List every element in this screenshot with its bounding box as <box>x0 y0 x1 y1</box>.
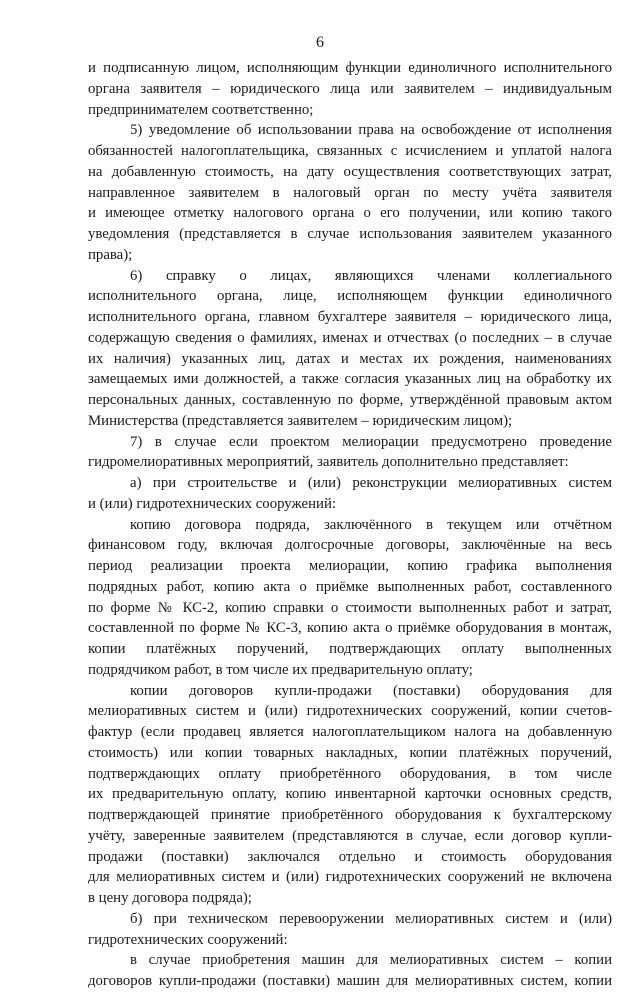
text-line: исполнительного органа, лице, исполняющем функции единоличного <box>88 288 612 305</box>
text-line: обязанностей налогоплательщика, связанных с исчислением и уплатой налога <box>88 143 612 159</box>
text-line: а) при строительстве и (или) реконструкции мелиоративных систем <box>130 475 612 491</box>
text-line: в цену договора подряда); <box>88 890 252 906</box>
text-line: уведомления (представляется в случае использования заявителем указанного <box>88 226 612 242</box>
text-line: подтверждающих оплату приобретённого оборудования, в том числе <box>88 765 612 782</box>
text-line: и имеющее отметку налогового органа о его получении, или копию такого <box>88 205 612 222</box>
text-line: финансовом году, включая долгосрочные договоры, заключённые на весь <box>88 537 612 554</box>
text-line: подтверждающей принятие приобретённого оборудования к бухгалтерскому <box>88 807 612 823</box>
text-line: подрядчиком работ, в том числе их предварительную оплату; <box>88 661 473 678</box>
text-line: на добавленную стоимость, на дату осуществления соответствующих затрат, <box>88 163 612 180</box>
text-line: копии платёжных поручений, подтверждающих оплату выполненных <box>88 641 612 657</box>
text-line: копии договоров купли-продажи (поставки) оборудования для <box>130 682 612 699</box>
text-line: их предварительную оплату, копию инвентарной карточки основных средств, <box>88 786 612 803</box>
text-line: договоров купли-продажи (поставки) машин для мелиоративных систем, копии <box>88 973 612 989</box>
document-body <box>88 58 612 992</box>
text-line: и подписанную лицом, исполняющим функции единоличного исполнительного <box>88 60 612 76</box>
text-line: направленное заявителем в налоговый орган по месту учёта заявителя <box>88 184 612 201</box>
text-line: по форме № КС-2, копию справки о стоимости выполненных работ и затрат, <box>88 599 612 616</box>
text-line: копию договора подряда, заключённого в текущем или отчётном <box>130 516 612 533</box>
text-line: 7) в случае если проектом мелиорации предусмотрено проведение <box>130 433 612 450</box>
text-line: замещаемых ими должностей, а также согласия указанных лиц на обработку их <box>88 371 612 388</box>
page-number: 6 <box>316 34 324 51</box>
text-line: стоимость) или копии товарных накладных, копии платёжных поручений, <box>88 744 612 761</box>
text-line: учёту, заверенные заявителем (представляются в случае, если договор купли- <box>88 827 612 844</box>
text-line: для мелиоративных систем и (или) гидротехнических сооружений не включена <box>88 869 612 886</box>
text-line: содержащую сведения о фамилиях, именах и отчествах (о последних – в случае <box>88 329 612 346</box>
text-line: 5) уведомление об использовании права на освобождение от исполнения <box>130 122 612 139</box>
text-line: Министерства (представляется заявителем – юридическим лицом); <box>88 412 513 429</box>
text-line: предпринимателем соответственно; <box>88 101 314 118</box>
text-line: исполнительного органа, главном бухгалтере заявителя – юридического лица, <box>88 309 612 325</box>
text-line: и (или) гидротехнических сооружений: <box>88 495 336 512</box>
text-line: гидромелиоративных мероприятий, заявитель дополнительно представляет: <box>88 454 569 471</box>
text-line: фактур (если продавец является налогоплательщиком налога на добавленную <box>88 724 612 740</box>
text-line: продажи (поставки) заключался отдельно и стоимость оборудования <box>88 848 612 865</box>
text-line: права); <box>88 246 133 263</box>
text-line: б) при техническом перевооружении мелиоративных систем и (или) <box>130 910 612 927</box>
text-line: в случае приобретения машин для мелиоративных систем – копии <box>130 952 612 969</box>
text-line: органа заявителя – юридического лица или заявителем – индивидуальным <box>88 80 612 97</box>
text-line: их наличия) указанных лиц, датах и местах их рождения, наименованиях <box>88 350 612 367</box>
text-line: гидротехнических сооружений: <box>88 931 288 948</box>
text-line: мелиоративных систем и (или) гидротехнических сооружений, копии счетов- <box>88 703 612 720</box>
text-line: персональных данных, составленную по форме, утверждённой правовым актом <box>88 392 612 408</box>
text-line: составленной по форме № КС-3, копию акта о приёмке оборудования в монтаж, <box>88 620 612 637</box>
text-line: период реализации проекта мелиорации, копию графика выполнения <box>88 558 612 574</box>
text-line: 6) справку о лицах, являющихся членами коллегиального <box>130 267 612 284</box>
text-line: подрядных работ, копию акта о приёмке выполненных работ, составленного <box>88 578 612 595</box>
